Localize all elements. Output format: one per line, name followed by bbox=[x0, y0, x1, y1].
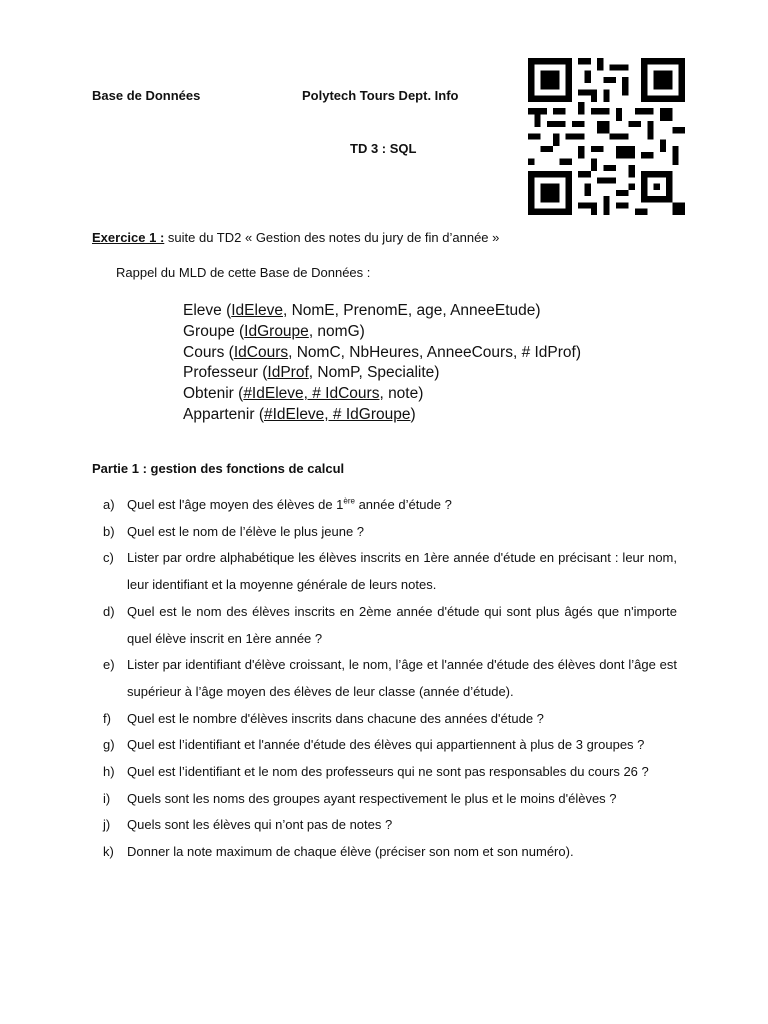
question-i: i) Quels sont les noms des groupes ayant respectivement le plus et le moins d'élèves ? bbox=[103, 790, 617, 806]
qr-code-icon bbox=[525, 58, 688, 215]
question-e: e) Lister par identifiant d'élève croissant, le nom, l’âge et l'année d'étude des élèves dont l’âge est supérieur à l’âge moyen des élèves de leur classe (année d’étude). bbox=[103, 657, 677, 699]
exercise-text: suite du TD2 « Gestion des notes du jury de fin d’année » bbox=[164, 230, 500, 245]
mld-intro: Rappel du MLD de cette Base de Données : bbox=[116, 265, 371, 280]
mld-list bbox=[183, 301, 581, 426]
partie-heading: Partie 1 : gestion des fonctions de calcul bbox=[92, 461, 345, 476]
mld-appartenir: Appartenir (#IdEleve, # IdGroupe) bbox=[183, 405, 416, 423]
question-j: j) Quels sont les élèves qui n’ont pas de notes ? bbox=[103, 817, 393, 833]
course-title: Base de Données bbox=[92, 88, 201, 103]
question-c: c) Lister par ordre alphabétique les élèves inscrits en 1ère année d'étude en précisant : leur nom, leur identifiant et la moyenne générale de leurs notes. bbox=[103, 550, 677, 593]
mld-obtenir: Obtenir (#IdEleve, # IdCours, note) bbox=[183, 385, 424, 403]
question-b: b) Quel est le nom de l’élève le plus jeune ? bbox=[103, 523, 365, 539]
question-g: g) Quel est l’identifiant et l'année d'étude des élèves qui appartiennent à plus de 3 groupes ? bbox=[103, 737, 645, 753]
exercise-heading bbox=[92, 230, 499, 245]
school-name: Polytech Tours Dept. Info bbox=[302, 88, 459, 103]
mld-eleve: Eleve (IdEleve, NomE, PrenomE, age, AnneeEtude) bbox=[183, 302, 541, 319]
question-f: f) Quel est le nombre d'élèves inscrits dans chacune des années d'étude ? bbox=[103, 710, 544, 726]
question-k: k) Donner la note maximum de chaque élève (préciser son nom et son numéro). bbox=[103, 844, 574, 860]
mld-groupe: Groupe (IdGroupe, nomG) bbox=[183, 322, 365, 340]
mld-professeur: Professeur (IdProf, NomP, Specialite) bbox=[183, 364, 440, 382]
question-a: a) Quel est l'âge moyen des élèves de 1ère année d’étude ? bbox=[103, 496, 452, 512]
question-d: d) Quel est le nom des élèves inscrits en 2ème année d'étude qui sont plus âgés que n'importe quel élève inscrit en 1ère année ? bbox=[103, 603, 677, 646]
question-h: h) Quel est l’identifiant et le nom des professeurs qui ne sont pas responsables du cours 26 ? bbox=[103, 764, 649, 780]
exercise-label: Exercice 1 : bbox=[92, 230, 165, 245]
mld-cours: Cours (IdCours, NomC, NbHeures, AnneeCours, # IdProf) bbox=[183, 343, 582, 361]
question-list bbox=[103, 492, 677, 866]
td-title: TD 3 : SQL bbox=[350, 141, 417, 156]
